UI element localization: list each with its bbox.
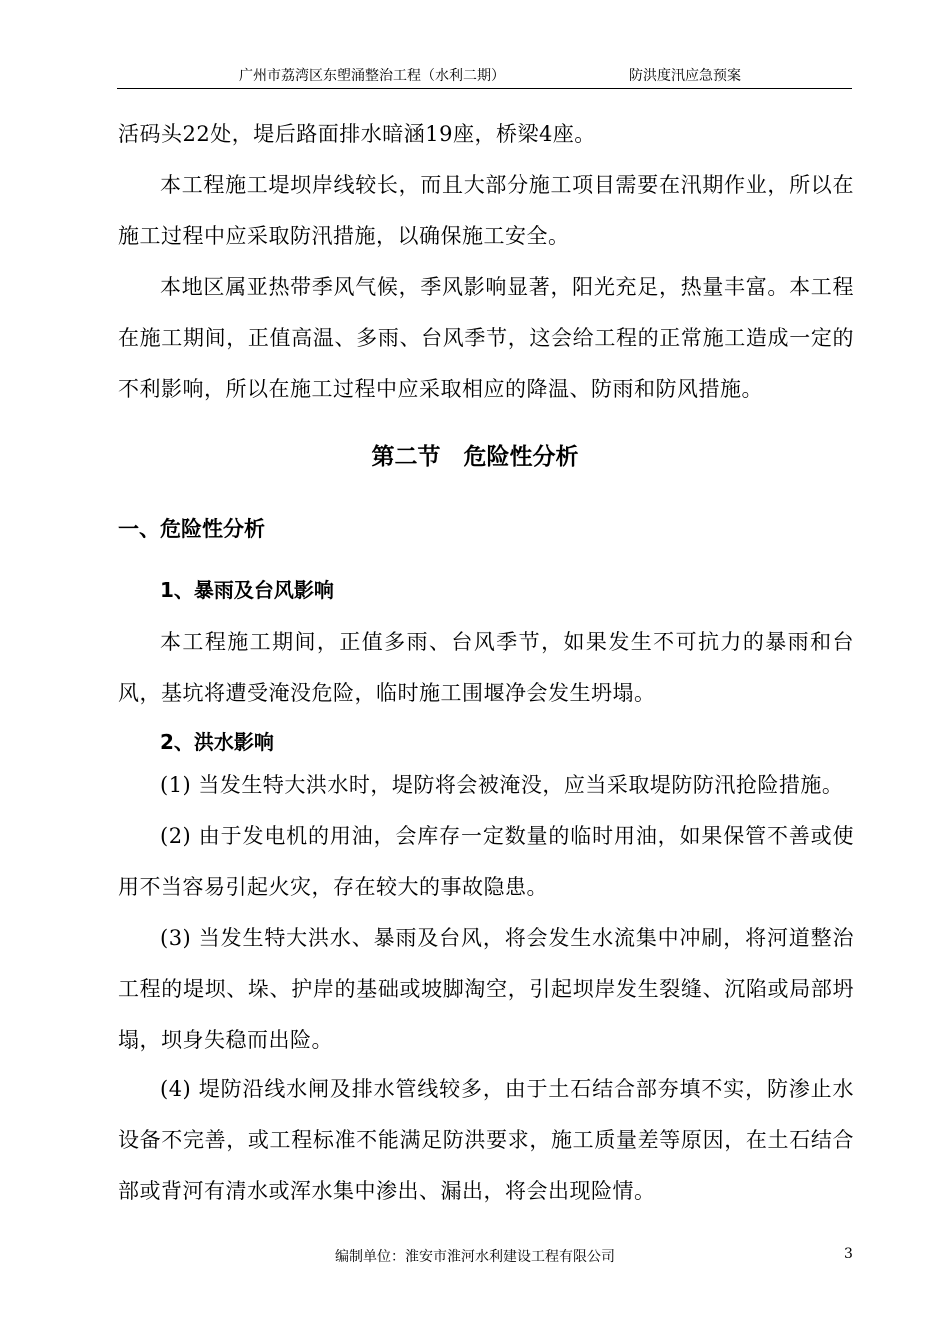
- page-header: [117, 64, 852, 89]
- page-number: 3: [844, 1246, 853, 1262]
- paragraph-1: 活码头22处，堤后路面排水暗涵19座，桥梁4座。: [118, 122, 596, 146]
- header-document-title: 防洪度汛应急预案: [629, 68, 741, 84]
- paragraph-flood-1: (1) 当发生特大洪水时，堤防将会被淹没，应当采取堤防防汛抢险措施。: [160, 773, 844, 797]
- header-project-title: 广州市荔湾区东塱涌整治工程（水利二期）: [239, 68, 505, 84]
- section-title: 第二节 危险性分析: [371, 444, 579, 470]
- paragraph-flood-2: (2) 由于发电机的用油，会库存一定数量的临时用油，如果保管不善或使用不当容易引起火灾，存在较大的事故隐患。: [118, 824, 854, 899]
- page-footer: [0, 1246, 950, 1266]
- subheading-rainstorm-typhoon: 1、暴雨及台风影响: [160, 578, 334, 602]
- footer-compiling-unit: 编制单位：淮安市淮河水利建设工程有限公司: [335, 1249, 615, 1265]
- paragraph-flood-4: (4) 堤防沿线水闸及排水管线较多，由于土石结合部夯填不实，防渗止水设备不完善，或工程标准不能满足防洪要求，施工质量差等原因，在土石结合部或背河有清水或浑水集中渗出、漏出，将会出现险情。: [118, 1077, 854, 1203]
- subheading-flood: 2、洪水影响: [160, 730, 274, 754]
- heading-hazard-analysis: 一、危险性分析: [118, 517, 265, 541]
- paragraph-3: 本地区属亚热带季风气候，季风影响显著，阳光充足，热量丰富。本工程在施工期间，正值高温、多雨、台风季节，这会给工程的正常施工造成一定的不利影响，所以在施工过程中应采取相应的降温、防雨和防风措施。: [118, 275, 854, 401]
- paragraph-rainstorm: 本工程施工期间，正值多雨、台风季节，如果发生不可抗力的暴雨和台风，基坑将遭受淹没危险，临时施工围堰净会发生坍塌。: [118, 630, 854, 705]
- paragraph-flood-3: (3) 当发生特大洪水、暴雨及台风，将会发生水流集中冲刷，将河道整治工程的堤坝、垛、护岸的基础或坡脚淘空，引起坝岸发生裂缝、沉陷或局部坍塌，坝身失稳而出险。: [118, 926, 854, 1052]
- paragraph-2: 本工程施工堤坝岸线较长，而且大部分施工项目需要在汛期作业，所以在施工过程中应采取防汛措施，以确保施工安全。: [118, 173, 854, 248]
